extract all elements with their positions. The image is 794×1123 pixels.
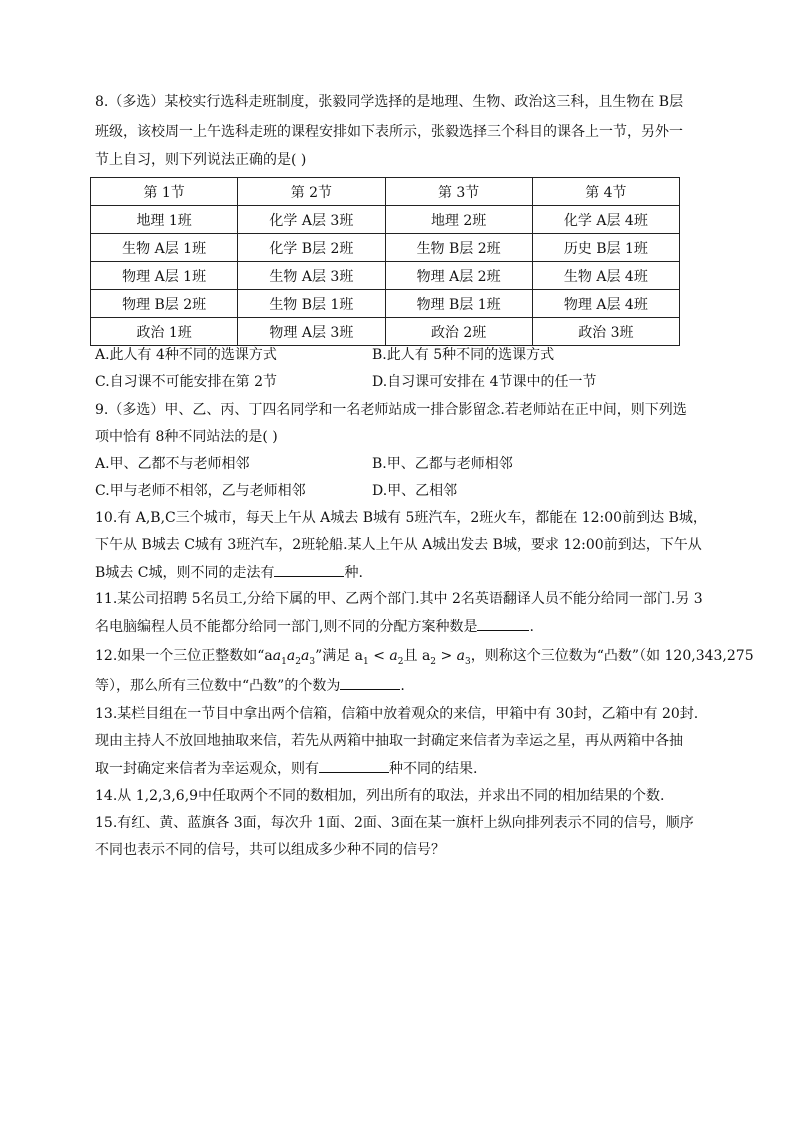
q8-line-1: 8.（多选）某校实行选科走班制度，张毅同学选择的是地理、生物、政治这三科，且生物在 B层 — [95, 94, 684, 110]
table-cell: 政治 3班 — [532, 318, 679, 346]
schedule-table — [90, 177, 680, 346]
table-cell: 政治 2班 — [385, 318, 532, 346]
table-header-cell: 第 3节 — [385, 178, 532, 206]
table-row — [91, 206, 680, 234]
q12-line-2-end: . — [400, 678, 405, 694]
q10-line-3 — [95, 562, 363, 583]
q13-line-3-end: 种不同的结果. — [389, 761, 478, 777]
table-cell: 生物 A层 3班 — [238, 262, 385, 290]
q11-line-2 — [95, 616, 534, 637]
table-cell: 物理 A层 4班 — [532, 290, 679, 318]
q13-line-2: 现由主持人不放回地抽取来信，若先从两箱中抽取一封确定来信者为幸运之星，再从两箱中各抽 — [95, 733, 683, 749]
table-row — [91, 318, 680, 346]
table-header-cell: 第 2节 — [238, 178, 385, 206]
answer-blank — [340, 675, 400, 690]
answer-blank — [477, 616, 529, 631]
table-cell: 物理 A层 3班 — [238, 318, 385, 346]
q15-line-1: 15.有红、黄、蓝旗各 3面，每次升 1面、2面、3面在某一旗杆上纵向排列表示不同的信号，顺序 — [95, 815, 694, 831]
table-cell: 生物 A层 4班 — [532, 262, 679, 290]
answer-blank — [319, 758, 389, 773]
table-cell: 化学 A层 3班 — [238, 206, 385, 234]
table-cell: 生物 A层 1班 — [91, 234, 238, 262]
q8-option-b: B.此人有 5种不同的选课方式 — [372, 347, 555, 363]
table-header-cell: 第 1节 — [91, 178, 238, 206]
q15-line-2: 不同也表示不同的信号，共可以组成多少种不同的信号？ — [95, 842, 445, 858]
q10-line-3-text: B城去 C城，则不同的走法有 — [95, 565, 275, 581]
q13-line-3-text: 取一封确定来信者为幸运观众，则有 — [95, 761, 319, 777]
table-cell: 历史 B层 1班 — [532, 234, 679, 262]
q8-option-d: D.自习课可安排在 4节课中的任一节 — [372, 374, 597, 390]
table-cell: 物理 A层 1班 — [91, 262, 238, 290]
q8-option-a: A.此人有 4种不同的选课方式 — [95, 347, 277, 363]
q9-line-2: 项中恰有 8种不同站法的是( ) — [95, 429, 278, 445]
q12-math-a1: a — [272, 648, 282, 664]
q13-line-3 — [95, 758, 477, 779]
q10-line-1: 10.有 A,B,C三个城市，每天上午从 A城去 B城有 5班汽车，2班火车，都能在 12:00前到达 B城， — [95, 510, 707, 526]
q9-option-a: A.甲、乙都不与老师相邻 — [95, 456, 250, 472]
table-header-row — [91, 178, 680, 206]
table-cell: 生物 B层 2班 — [385, 234, 532, 262]
q8-line-3: 节上自习，则下列说法正确的是( ) — [95, 152, 307, 168]
q12-text-c: 且 a — [403, 648, 431, 664]
q11-line-2-end: . — [529, 619, 534, 635]
q14-line-1: 14.从 1,2,3,6,9中任取两个不同的数相加，列出所有的取法，并求出不同的相加结果的个数. — [95, 788, 665, 804]
table-cell: 政治 1班 — [91, 318, 238, 346]
q8-line-2: 班级，该校周一上午选科走班的课程安排如下表所示，张毅选择三个科目的课各上一节，另外一 — [95, 124, 683, 140]
q13-line-1: 13.某栏目组在一节目中拿出两个信箱，信箱中放着观众的来信，甲箱中有 30封，乙箱中有 20封. — [95, 706, 699, 722]
table-cell: 物理 A层 2班 — [385, 262, 532, 290]
table-cell: 化学 B层 2班 — [238, 234, 385, 262]
q12-line-1: 12.如果一个三位正整数如“$aa_1a_2a_3$”满足 $a_1 < a_2$且 $a_2 > a_3$，则称这个三位数为“凸数”（如 120,343,275 — [95, 648, 754, 667]
q8-option-c: C.自习课不可能安排在第 2节 — [95, 374, 278, 390]
table-row — [91, 290, 680, 318]
table-header-cell: 第 4节 — [532, 178, 679, 206]
table-cell: 化学 A层 4班 — [532, 206, 679, 234]
table-cell: 地理 2班 — [385, 206, 532, 234]
table-cell: 物理 B层 1班 — [385, 290, 532, 318]
table-row — [91, 234, 680, 262]
table-cell: 生物 B层 1班 — [238, 290, 385, 318]
q12-text-d: ，则称这个三位数为“凸数”（如 120,343,275 — [470, 648, 754, 664]
q12-line-2-text: 等），那么所有三位数中“凸数”的个数为 — [95, 678, 341, 694]
q9-option-c: C.甲与老师不相邻，乙与老师相邻 — [95, 483, 306, 499]
table-row — [91, 262, 680, 290]
q12-text-b: ”满足 a — [315, 648, 364, 664]
answer-blank — [274, 562, 344, 577]
q10-line-3-end: 种. — [344, 565, 363, 581]
q9-option-d: D.甲、乙相邻 — [372, 483, 458, 499]
q9-option-b: B.甲、乙都与老师相邻 — [372, 456, 513, 472]
q10-line-2: 下午从 B城去 C城有 3班汽车，2班轮船.某人上午从 A城出发去 B城，要求 12:00前到达，下午从 — [95, 537, 702, 553]
table-cell: 物理 B层 2班 — [91, 290, 238, 318]
q12-text-a: 12.如果一个三位正整数如“a — [95, 648, 273, 664]
q9-line-1: 9.（多选）甲、乙、丙、丁四名同学和一名老师站成一排合影留念.若老师站在正中间，则下列选 — [95, 402, 687, 418]
q11-line-1: 11.某公司招聘 5名员工,分给下属的甲、乙两个部门.其中 2名英语翻译人员不能分给同一部门.另 3 — [95, 591, 703, 607]
table-cell: 地理 1班 — [91, 206, 238, 234]
q12-line-2 — [95, 675, 405, 696]
q11-line-2-text: 名电脑编程人员不能都分给同一部门,则不同的分配方案种数是 — [95, 619, 478, 635]
